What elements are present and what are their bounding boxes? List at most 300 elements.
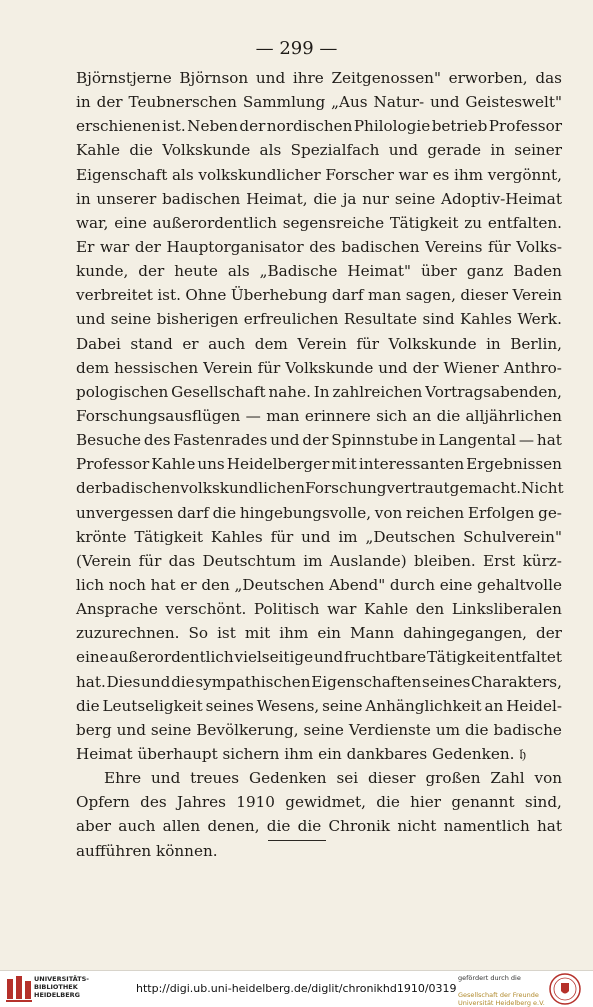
- text-line: [76, 428, 562, 452]
- text-line: [76, 163, 562, 187]
- word: heute: [174, 262, 218, 281]
- word: verschönt.: [165, 600, 247, 619]
- word: mit: [331, 455, 357, 474]
- word: auch: [208, 334, 246, 353]
- word: Sammlung: [242, 93, 326, 112]
- word: „Aus: [331, 93, 368, 112]
- word: und: [313, 648, 344, 667]
- word: seine: [303, 720, 344, 739]
- word: Heimat,: [246, 189, 308, 208]
- word: Kahle: [364, 600, 409, 619]
- text-line: [76, 404, 562, 428]
- word: (Verein: [76, 551, 132, 570]
- word: die: [297, 817, 322, 836]
- word: seine: [322, 696, 363, 715]
- word: reichen: [406, 503, 465, 522]
- word: treues: [190, 769, 240, 788]
- text-line: [76, 476, 562, 500]
- word: „Badische: [259, 262, 338, 281]
- word: für: [270, 527, 294, 546]
- text-line: [76, 259, 562, 283]
- word: Spezialfach: [290, 141, 380, 160]
- word: 1910: [236, 793, 275, 812]
- sponsor-text: [458, 974, 545, 1007]
- word: eine: [439, 575, 473, 594]
- word: und: [301, 527, 331, 546]
- word: ihre: [292, 69, 324, 87]
- word: die: [171, 672, 195, 691]
- text-line: [76, 790, 562, 814]
- word: badischen: [341, 237, 420, 256]
- word: Eigenschaft: [76, 165, 168, 184]
- word: Tätigkeit: [426, 648, 496, 667]
- word: in: [486, 334, 501, 353]
- word: Vortragsabenden,: [425, 382, 562, 401]
- viewer-footer: [0, 970, 593, 1007]
- text-line: [76, 621, 562, 645]
- word: ge-: [538, 503, 562, 522]
- word: Schulverein": [463, 527, 562, 546]
- word: unvergessen: [76, 503, 174, 522]
- text-line: [76, 235, 562, 259]
- word: badische: [493, 720, 562, 739]
- word: Zeitgenossen": [331, 69, 441, 87]
- word: seine: [110, 310, 152, 329]
- word: hat: [150, 575, 176, 594]
- word: Teubnerschen: [128, 93, 237, 112]
- word: Überhebung: [230, 286, 328, 305]
- word: lich: [76, 575, 105, 594]
- word: pologischen: [76, 382, 169, 401]
- text-line: [76, 138, 562, 162]
- word: volkskundlichen: [180, 479, 306, 498]
- library-name-line: UNIVERSITÄTS-: [34, 975, 89, 983]
- word: Natur-: [373, 93, 425, 112]
- word: Tätigkeit: [134, 527, 203, 546]
- word: Professor: [76, 455, 150, 474]
- text-line: [76, 573, 562, 597]
- word: erworben,: [448, 69, 528, 87]
- word: gewidmet,: [285, 793, 366, 812]
- text-line: [76, 549, 562, 573]
- word: für: [356, 334, 379, 353]
- body-text: [76, 66, 562, 863]
- word: Kahles: [210, 527, 263, 546]
- word: Anthro-: [503, 358, 562, 377]
- word: seiner: [514, 141, 562, 160]
- word: So: [188, 624, 209, 643]
- word: bisherigen: [156, 310, 239, 329]
- word: als: [171, 165, 194, 184]
- word: und: [141, 672, 171, 691]
- word: sei: [336, 769, 359, 788]
- word: dem: [254, 334, 288, 353]
- word: auch: [118, 817, 156, 836]
- word: Geisteswelt": [465, 93, 562, 112]
- document-url-link[interactable]: http://digi.ub.uni-heidelberg.de/diglit/chronikhd1910/0319: [136, 982, 457, 995]
- word: —: [245, 406, 261, 425]
- word: verbreitet: [76, 286, 153, 305]
- word: um: [435, 720, 461, 739]
- library-name: [34, 975, 89, 999]
- word: Verein: [512, 286, 562, 305]
- word: Hauptorganisator: [166, 237, 304, 256]
- word: Björnson: [179, 69, 249, 87]
- text-line: [76, 525, 562, 549]
- word: ihm: [454, 165, 484, 184]
- word: Berlin,: [510, 334, 562, 353]
- word: Ehre: [104, 769, 142, 788]
- word: Heidelberger: [226, 455, 330, 474]
- word: dahingegangen,: [403, 624, 527, 643]
- word: und: [76, 310, 106, 329]
- word: im: [338, 527, 358, 546]
- word: der: [412, 358, 439, 377]
- word: Charakters,: [470, 672, 562, 691]
- word: uns: [197, 455, 225, 474]
- word: fruchtbare: [344, 648, 427, 667]
- word: der: [535, 624, 562, 643]
- word: Volkskunde: [162, 141, 251, 160]
- word: erinnere: [304, 406, 371, 425]
- word: in: [490, 141, 505, 160]
- word: Björnstjerne: [76, 69, 172, 87]
- word: hingebungsvolle,: [239, 503, 372, 522]
- word: sagen,: [405, 286, 456, 305]
- word: zahlreichen: [332, 382, 423, 401]
- text-line: [76, 356, 562, 380]
- word: aber: [76, 817, 112, 836]
- word: Ansprache: [76, 600, 158, 619]
- word: der: [239, 117, 266, 136]
- word: Verein: [297, 334, 347, 353]
- text-line: [76, 307, 562, 331]
- word: er: [182, 334, 199, 353]
- word: Nicht: [521, 479, 564, 498]
- word: Ohne: [185, 286, 227, 305]
- word: mit: [244, 624, 271, 643]
- word: Heidel-: [506, 696, 562, 715]
- word: die: [212, 503, 237, 522]
- text-line: [76, 332, 562, 356]
- word: seine: [394, 189, 436, 208]
- text-line: [76, 187, 562, 211]
- word: Auslande): [329, 551, 407, 570]
- word: die: [464, 720, 489, 739]
- word: Forscher: [325, 165, 394, 184]
- word: Er: [76, 237, 95, 256]
- word: darf: [331, 286, 364, 305]
- word: großen: [425, 769, 481, 788]
- word: und: [430, 93, 460, 112]
- word: Baden: [513, 262, 562, 281]
- word: und: [151, 769, 181, 788]
- word: Kahle: [76, 141, 121, 160]
- word: Professor: [488, 117, 562, 136]
- word: seines: [422, 672, 471, 691]
- sponsor-line: Gesellschaft der Freunde: [458, 990, 539, 999]
- word: und: [388, 141, 419, 160]
- word: den: [415, 600, 445, 619]
- word: für: [138, 551, 162, 570]
- word: Dabei: [76, 334, 121, 353]
- word: an: [484, 696, 504, 715]
- word: noch: [108, 575, 146, 594]
- word: über: [420, 262, 457, 281]
- word: Tätigkeit: [389, 213, 459, 232]
- word: die: [313, 189, 337, 208]
- text-line: [76, 452, 562, 476]
- word: Kahle: [151, 455, 196, 474]
- word: Wesens,: [256, 696, 320, 715]
- word: des: [143, 431, 171, 450]
- word: vertraut: [386, 479, 450, 498]
- word: von: [534, 769, 562, 788]
- word: in: [76, 189, 91, 208]
- word: nahe.: [268, 382, 311, 401]
- word: der: [76, 479, 102, 498]
- word: und: [378, 358, 408, 377]
- library-logo-icon: [6, 975, 32, 1003]
- word: Eigenschaften: [311, 672, 422, 691]
- text-line: [76, 645, 562, 669]
- word: Langental: [438, 431, 516, 450]
- word: ein: [317, 624, 341, 643]
- library-name-line: HEIDELBERG: [34, 991, 81, 999]
- word: ganz: [466, 262, 504, 281]
- word: sind: [422, 310, 455, 329]
- word: und: [255, 69, 286, 87]
- word: namentlich: [443, 817, 530, 836]
- word: ist.: [162, 117, 186, 136]
- word: gerade: [427, 141, 482, 160]
- word: eine: [76, 648, 109, 667]
- word: man: [368, 286, 402, 305]
- word: denen,: [207, 817, 260, 836]
- word: Zahl: [490, 769, 525, 788]
- word: volkskundlicher: [198, 165, 321, 184]
- word: das: [535, 69, 562, 87]
- text-line: [76, 66, 562, 90]
- word: die: [266, 817, 291, 836]
- text-line: [76, 90, 562, 114]
- word: badischen: [162, 189, 241, 208]
- word: der: [138, 262, 165, 281]
- text-line: [76, 597, 562, 621]
- word: war: [398, 165, 428, 184]
- word: Forschung: [305, 479, 387, 498]
- word: hessischen: [114, 358, 199, 377]
- word: des: [140, 793, 167, 812]
- text-line: [76, 114, 562, 138]
- word: man: [266, 406, 300, 425]
- word: in: [421, 431, 436, 450]
- word: die: [129, 141, 153, 160]
- text-line: [76, 670, 562, 694]
- word: sind,: [524, 793, 562, 812]
- word: war: [99, 237, 130, 256]
- word: erfreulichen: [243, 310, 339, 329]
- word: außerordentlich: [152, 213, 277, 232]
- word: Spinnstube: [331, 431, 419, 450]
- word: Adoptiv-Heimat: [441, 189, 562, 208]
- word: Jahres: [177, 793, 226, 812]
- word: als: [259, 141, 282, 160]
- word: des: [309, 237, 336, 256]
- word: Besuche: [76, 431, 141, 450]
- word: Neben: [187, 117, 238, 136]
- text-line: [76, 718, 562, 742]
- text-line: [76, 501, 562, 525]
- word: als: [227, 262, 250, 281]
- word: stand: [130, 334, 173, 353]
- word: nur: [362, 189, 390, 208]
- word: Deutschtum: [202, 551, 296, 570]
- text-line: aufführen können.: [76, 841, 218, 860]
- word: Fastenrades: [173, 431, 268, 450]
- text-line: [76, 766, 562, 790]
- word: betrieb: [431, 117, 488, 136]
- word: gehaltvolle: [477, 575, 562, 594]
- word: erschienen: [76, 117, 161, 136]
- word: das: [168, 551, 196, 570]
- word: an: [412, 406, 432, 425]
- word: ihm: [279, 624, 309, 643]
- word: Volkskunde: [388, 334, 477, 353]
- word: In: [313, 382, 330, 401]
- word: alljährlichen: [465, 406, 562, 425]
- word: Leutseligkeit: [102, 696, 203, 715]
- word: der: [134, 237, 161, 256]
- word: Volks-: [516, 237, 562, 256]
- word: für: [488, 237, 511, 256]
- word: kunde,: [76, 262, 129, 281]
- word: Kahles: [460, 310, 512, 329]
- word: Bevölkerung,: [196, 720, 299, 739]
- word: nordischen: [266, 117, 353, 136]
- word: „Deutschen: [365, 527, 456, 546]
- word: Wiener: [443, 358, 499, 377]
- word: Werk.: [517, 310, 562, 329]
- word: den: [201, 575, 230, 594]
- word: Erfolgen: [467, 503, 535, 522]
- word: es: [432, 165, 450, 184]
- word: dieser: [367, 769, 416, 788]
- word: Volkskunde: [285, 358, 374, 377]
- word: dieser: [460, 286, 508, 305]
- word: entfaltet: [496, 648, 562, 667]
- word: seine: [150, 720, 192, 739]
- word: im: [303, 551, 323, 570]
- word: ist.: [157, 286, 181, 305]
- university-seal-icon: [549, 973, 581, 1005]
- word: hat: [536, 431, 562, 450]
- word: in: [76, 93, 91, 112]
- word: Philologie: [353, 117, 431, 136]
- word: die: [76, 696, 100, 715]
- word: Gedenken: [248, 769, 327, 788]
- word: kürz-: [522, 551, 562, 570]
- word: Dies: [106, 672, 141, 691]
- word: seines: [205, 696, 254, 715]
- sponsor-line: gefördert durch die: [458, 974, 521, 982]
- word: Erst: [483, 551, 516, 570]
- word: und: [270, 431, 300, 450]
- word: unserer: [96, 189, 157, 208]
- word: Verdienste: [348, 720, 431, 739]
- word: gemacht.: [449, 479, 522, 498]
- word: war: [327, 600, 357, 619]
- word: von: [374, 503, 403, 522]
- word: hier: [410, 793, 442, 812]
- word: außerordentlich: [109, 648, 234, 667]
- word: krönte: [76, 527, 127, 546]
- word: darf: [177, 503, 209, 522]
- word: Linksliberalen: [451, 600, 562, 619]
- text-line: [76, 283, 562, 307]
- word: durch: [389, 575, 435, 594]
- text-line: [76, 211, 562, 235]
- word: genannt: [451, 793, 515, 812]
- word: bleiben.: [413, 551, 476, 570]
- library-name-line: BIBLIOTHEK: [34, 983, 78, 991]
- text-line: [76, 814, 562, 838]
- word: ja: [342, 189, 357, 208]
- word: —: [518, 431, 535, 450]
- text-line: Heimat überhaupt sichern ihm ein dankbares Gedenken. 𝔥: [76, 744, 527, 763]
- word: Anhänglichkeit: [365, 696, 482, 715]
- word: segensreiche: [282, 213, 385, 232]
- word: hat: [537, 817, 562, 836]
- word: sympathischen: [195, 672, 311, 691]
- word: Vereins: [425, 237, 483, 256]
- word: der: [96, 93, 123, 112]
- word: zu: [464, 213, 483, 232]
- word: zuzurechnen.: [76, 624, 180, 643]
- word: allen: [162, 817, 201, 836]
- word: Verein: [203, 358, 253, 377]
- word: eine: [114, 213, 147, 232]
- word: Resultate: [343, 310, 418, 329]
- word: dem: [76, 358, 110, 377]
- word: die: [376, 793, 400, 812]
- word: Chronik: [328, 817, 391, 836]
- word: entfalten.: [487, 213, 562, 232]
- word: Politisch: [253, 600, 320, 619]
- section-divider: [268, 840, 326, 841]
- word: für: [257, 358, 281, 377]
- word: Heimat": [347, 262, 411, 281]
- word: „Deutschen: [234, 575, 325, 594]
- word: interessanten: [358, 455, 465, 474]
- word: die: [436, 406, 461, 425]
- text-line: [76, 380, 562, 404]
- word: ist: [217, 624, 236, 643]
- word: der: [302, 431, 329, 450]
- word: berg: [76, 720, 112, 739]
- word: Mann: [349, 624, 395, 643]
- word: Forschungsausflügen: [76, 406, 241, 425]
- word: vielseitige: [234, 648, 314, 667]
- word: er: [180, 575, 197, 594]
- word: Gesellschaft: [171, 382, 266, 401]
- word: sich: [376, 406, 408, 425]
- word: war,: [76, 213, 109, 232]
- page-number: — 299 —: [255, 38, 338, 59]
- word: Opfern: [76, 793, 130, 812]
- text-line: [76, 694, 562, 718]
- sponsor-line: Universität Heidelberg e.V.: [458, 999, 545, 1007]
